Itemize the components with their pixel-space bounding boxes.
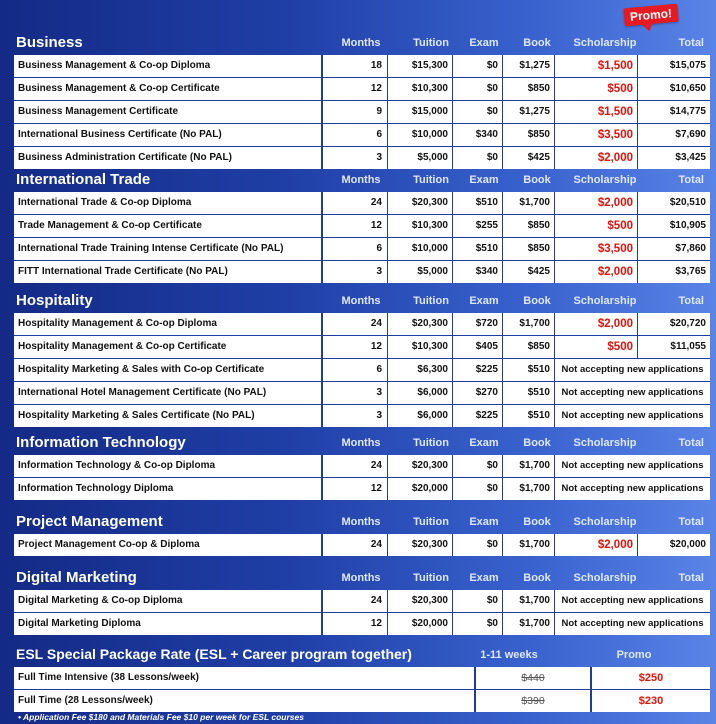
tuition-cell: $20,000 (388, 613, 453, 635)
tuition-cell: $20,300 (388, 455, 453, 477)
tuition-cell: $5,000 (388, 261, 453, 283)
book-cell: $850 (503, 124, 555, 146)
column-header-book: Book (523, 437, 551, 449)
section-title: Information Technology (16, 434, 186, 451)
column-header-total: Total (678, 174, 704, 186)
scholarship-cell: $1,500 (555, 55, 638, 77)
program-name: Trade Management & Co-op Certificate (14, 215, 323, 237)
scholarship-cell: $3,500 (555, 124, 638, 146)
book-cell: $1,700 (503, 478, 555, 500)
promo-price: $250 (638, 672, 664, 684)
column-header-book: Book (523, 516, 551, 528)
program-name: Information Technology & Co-op Diploma (14, 455, 323, 477)
months-cell: 24 (325, 590, 388, 612)
program-table (14, 534, 710, 556)
months-cell: 3 (325, 405, 388, 427)
table-row (14, 78, 710, 101)
total-cell: $14,775 (669, 106, 706, 117)
total-cell: $7,860 (675, 243, 706, 254)
regular-price: $390 (476, 690, 592, 712)
column-header-total: Total (678, 295, 704, 307)
column-header-months: Months (341, 572, 381, 584)
section-header (14, 291, 710, 313)
column-header-exam: Exam (469, 295, 499, 307)
program-name: Information Technology Diploma (14, 478, 323, 500)
table-row (14, 313, 710, 336)
availability-note: Not accepting new applications (561, 595, 704, 606)
regular-price: $440 (476, 667, 592, 689)
table-row (14, 690, 710, 712)
esl-program-name: Full Time (28 Lessons/week) (14, 690, 476, 712)
section-header (14, 568, 710, 590)
column-header-exam: Exam (469, 516, 499, 528)
column-header-total: Total (678, 37, 704, 49)
column-header-total: Total (678, 572, 704, 584)
scholarship-cell: $500 (555, 336, 638, 358)
column-header-total: Total (678, 516, 704, 528)
exam-cell: $340 (453, 124, 503, 146)
total-cell: $11,055 (670, 341, 706, 352)
tuition-cell: $20,300 (388, 590, 453, 612)
column-header-exam: Exam (469, 572, 499, 584)
exam-cell: $405 (453, 336, 503, 358)
section-hospitality (14, 291, 710, 427)
exam-cell: $0 (453, 455, 503, 477)
table-row (14, 455, 710, 478)
table-row (14, 613, 710, 635)
column-header-book: Book (523, 174, 551, 186)
esl-program-name: Full Time Intensive (38 Lessons/week) (14, 667, 476, 689)
section-title: Project Management (16, 513, 163, 530)
program-name: International Business Certificate (No PAL) (14, 124, 323, 146)
total-cell: $15,075 (669, 60, 706, 71)
section-header (14, 170, 710, 192)
column-header-tuition: Tuition (413, 516, 449, 528)
tuition-cell: $5,000 (388, 147, 453, 169)
table-row (14, 124, 710, 147)
tuition-cell: $6,000 (388, 405, 453, 427)
table-row (14, 238, 710, 261)
program-name: Business Management & Co-op Certificate (14, 78, 323, 100)
tuition-cell: $20,300 (388, 192, 453, 214)
availability-note: Not accepting new applications (561, 618, 704, 629)
months-cell: 24 (325, 455, 388, 477)
exam-cell: $720 (453, 313, 503, 335)
total-cell: $20,720 (669, 318, 706, 329)
tuition-cell: $10,300 (388, 215, 453, 237)
column-header-scholarship: Scholarship (573, 174, 637, 186)
program-table (14, 455, 710, 500)
column-header-exam: Exam (469, 174, 499, 186)
promo-column-header: Promo (616, 649, 652, 661)
tuition-cell: $20,000 (388, 478, 453, 500)
column-header-months: Months (341, 37, 381, 49)
program-name: Digital Marketing & Co-op Diploma (14, 590, 323, 612)
program-table (14, 55, 710, 169)
program-name: Business Management Certificate (14, 101, 323, 123)
exam-cell: $0 (453, 78, 503, 100)
tuition-cell: $10,000 (388, 238, 453, 260)
section-header (14, 645, 710, 667)
months-cell: 3 (325, 147, 388, 169)
exam-cell: $0 (453, 590, 503, 612)
months-cell: 24 (325, 313, 388, 335)
column-header-months: Months (341, 437, 381, 449)
table-row (14, 478, 710, 500)
scholarship-cell: $3,500 (555, 238, 638, 260)
section-esl (14, 645, 710, 712)
column-header-tuition: Tuition (413, 174, 449, 186)
book-cell: $425 (503, 147, 555, 169)
months-cell: 6 (325, 124, 388, 146)
program-name: International Trade & Co-op Diploma (14, 192, 323, 214)
book-cell: $1,275 (503, 55, 555, 77)
tuition-cell: $15,300 (388, 55, 453, 77)
esl-title: ESL Special Package Rate (ESL + Career program together) (16, 646, 412, 662)
column-header-book: Book (523, 295, 551, 307)
program-name: Hospitality Management & Co-op Certificate (14, 336, 323, 358)
column-header-scholarship: Scholarship (573, 572, 637, 584)
program-table (14, 590, 710, 635)
availability-note: Not accepting new applications (561, 364, 704, 375)
section-header (14, 433, 710, 455)
table-row (14, 336, 710, 359)
months-cell: 12 (325, 478, 388, 500)
table-row (14, 382, 710, 405)
column-header-total: Total (678, 437, 704, 449)
months-cell: 18 (325, 55, 388, 77)
section-project-management (14, 512, 710, 556)
exam-cell: $255 (453, 215, 503, 237)
months-cell: 3 (325, 261, 388, 283)
tuition-cell: $20,300 (388, 313, 453, 335)
book-cell: $1,700 (503, 192, 555, 214)
table-row (14, 534, 710, 556)
program-name: Business Management & Co-op Diploma (14, 55, 323, 77)
program-name: Hospitality Marketing & Sales Certificate (No PAL) (14, 405, 323, 427)
column-header-months: Months (341, 295, 381, 307)
tuition-cell: $10,300 (388, 336, 453, 358)
book-cell: $1,700 (503, 613, 555, 635)
total-cell: $3,765 (675, 266, 706, 277)
program-name: International Trade Training Intense Certificate (No PAL) (14, 238, 323, 260)
book-cell: $510 (503, 382, 555, 404)
exam-cell: $340 (453, 261, 503, 283)
months-cell: 12 (325, 78, 388, 100)
months-cell: 9 (325, 101, 388, 123)
scholarship-cell: $2,000 (555, 192, 638, 214)
promo-badge: Promo! (623, 4, 678, 27)
section-digital-marketing (14, 568, 710, 635)
column-header-exam: Exam (469, 437, 499, 449)
exam-cell: $225 (453, 359, 503, 381)
program-table (14, 313, 710, 427)
exam-cell: $0 (453, 478, 503, 500)
tuition-cell: $6,000 (388, 382, 453, 404)
program-name: Business Administration Certificate (No PAL) (14, 147, 323, 169)
total-cell: $20,000 (669, 539, 706, 550)
section-title: Hospitality (16, 292, 93, 309)
availability-note: Not accepting new applications (561, 483, 704, 494)
program-name: Hospitality Management & Co-op Diploma (14, 313, 323, 335)
column-header-scholarship: Scholarship (573, 516, 637, 528)
column-header-months: Months (341, 174, 381, 186)
months-cell: 12 (325, 215, 388, 237)
column-header-tuition: Tuition (413, 295, 449, 307)
table-row (14, 261, 710, 283)
book-cell: $1,275 (503, 101, 555, 123)
section-header (14, 33, 710, 55)
scholarship-cell: $2,000 (555, 261, 638, 283)
tuition-cell: $20,300 (388, 534, 453, 556)
section-business (14, 33, 710, 169)
book-cell: $510 (503, 359, 555, 381)
section-information-technology (14, 433, 710, 500)
exam-cell: $510 (453, 192, 503, 214)
column-header-exam: Exam (469, 37, 499, 49)
book-cell: $1,700 (503, 590, 555, 612)
column-header-tuition: Tuition (413, 37, 449, 49)
program-name: Digital Marketing Diploma (14, 613, 323, 635)
exam-cell: $0 (453, 101, 503, 123)
table-row (14, 590, 710, 613)
book-cell: $850 (503, 78, 555, 100)
scholarship-cell: $2,000 (555, 534, 638, 556)
book-cell: $1,700 (503, 313, 555, 335)
column-header-tuition: Tuition (413, 572, 449, 584)
program-table (14, 192, 710, 283)
column-header-tuition: Tuition (413, 437, 449, 449)
book-cell: $850 (503, 336, 555, 358)
column-header-months: Months (341, 516, 381, 528)
exam-cell: $0 (453, 147, 503, 169)
program-name: Project Management Co-op & Diploma (14, 534, 323, 556)
table-row (14, 101, 710, 124)
section-title: Business (16, 34, 83, 51)
book-cell: $510 (503, 405, 555, 427)
column-header-book: Book (523, 572, 551, 584)
availability-note: Not accepting new applications (561, 410, 704, 421)
table-row (14, 667, 710, 690)
book-cell: $1,700 (503, 534, 555, 556)
total-cell: $20,510 (669, 197, 706, 208)
weeks-column-header: 1-11 weeks (480, 649, 538, 661)
months-cell: 24 (325, 534, 388, 556)
tuition-cell: $15,000 (388, 101, 453, 123)
exam-cell: $0 (453, 55, 503, 77)
exam-cell: $0 (453, 613, 503, 635)
months-cell: 12 (325, 336, 388, 358)
exam-cell: $270 (453, 382, 503, 404)
column-header-scholarship: Scholarship (573, 295, 637, 307)
book-cell: $1,700 (503, 455, 555, 477)
program-name: Hospitality Marketing & Sales with Co-op Certificate (14, 359, 323, 381)
total-cell: $10,650 (669, 83, 706, 94)
total-cell: $10,905 (669, 220, 706, 231)
total-cell: $3,425 (675, 152, 706, 163)
availability-note: Not accepting new applications (561, 460, 704, 471)
esl-table (14, 667, 710, 712)
program-name: International Hotel Management Certificate (No PAL) (14, 382, 323, 404)
months-cell: 24 (325, 192, 388, 214)
program-name: FITT International Trade Certificate (No PAL) (14, 261, 323, 283)
book-cell: $850 (503, 238, 555, 260)
scholarship-cell: $2,000 (555, 147, 638, 169)
scholarship-cell: $500 (555, 78, 638, 100)
scholarship-cell: $500 (555, 215, 638, 237)
column-header-book: Book (523, 37, 551, 49)
scholarship-cell: $2,000 (555, 313, 638, 335)
exam-cell: $510 (453, 238, 503, 260)
months-cell: 12 (325, 613, 388, 635)
book-cell: $425 (503, 261, 555, 283)
tuition-cell: $10,000 (388, 124, 453, 146)
months-cell: 6 (325, 359, 388, 381)
availability-note: Not accepting new applications (561, 387, 704, 398)
footnote: • Application Fee $180 and Materials Fee $10 per week for ESL courses (18, 712, 304, 722)
exam-cell: $0 (453, 534, 503, 556)
column-header-scholarship: Scholarship (573, 37, 637, 49)
months-cell: 3 (325, 382, 388, 404)
column-header-scholarship: Scholarship (573, 437, 637, 449)
table-row (14, 192, 710, 215)
table-row (14, 55, 710, 78)
table-row (14, 405, 710, 427)
table-row (14, 359, 710, 382)
promo-price: $230 (638, 695, 664, 707)
section-title: International Trade (16, 171, 151, 188)
section-international-trade (14, 170, 710, 283)
table-row (14, 215, 710, 238)
book-cell: $850 (503, 215, 555, 237)
section-header (14, 512, 710, 534)
tuition-cell: $10,300 (388, 78, 453, 100)
tuition-cell: $6,300 (388, 359, 453, 381)
table-row (14, 147, 710, 169)
section-title: Digital Marketing (16, 569, 137, 586)
months-cell: 6 (325, 238, 388, 260)
total-cell: $7,690 (675, 129, 706, 140)
exam-cell: $225 (453, 405, 503, 427)
scholarship-cell: $1,500 (555, 101, 638, 123)
